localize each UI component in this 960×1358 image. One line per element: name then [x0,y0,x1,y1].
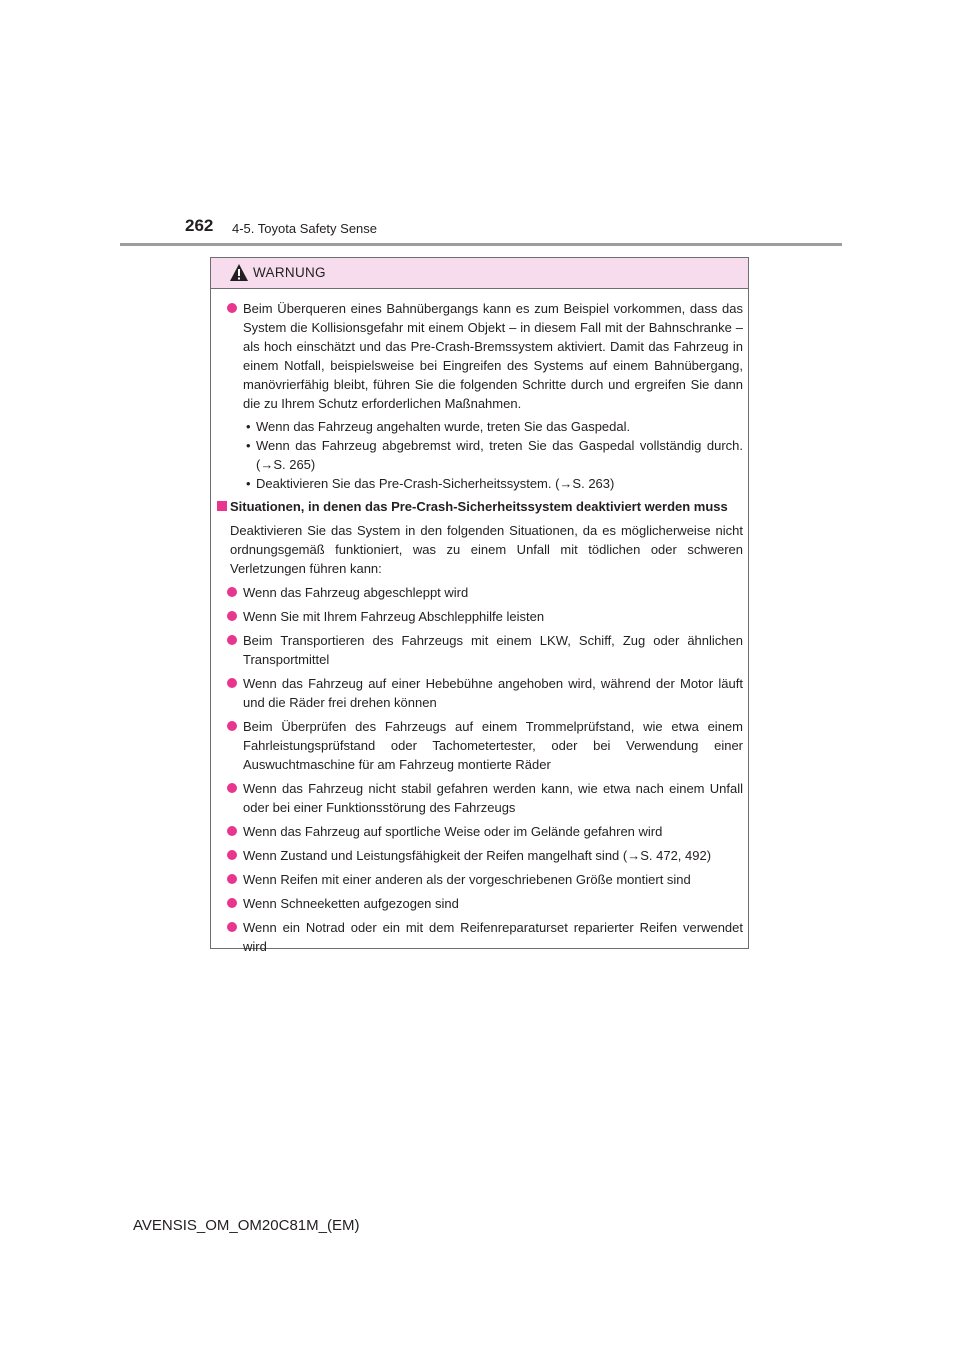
bullet-dot-icon [227,874,237,884]
sub-bullet: • [246,438,251,453]
situation-text: Wenn Schneeketten aufgezogen sind [243,896,459,911]
section-heading-text: Situationen, in denen das Pre-Crash-Sicherheitssystem deaktiviert werden muss [230,499,728,514]
list-item [217,846,743,865]
warning-triangle-icon [229,263,249,282]
warning-header [211,258,748,289]
bullet-dot-icon [227,678,237,688]
list-item [217,607,743,626]
bullet-dot-icon [227,922,237,932]
situation-text: Beim Transportieren des Fahrzeugs mit einem LKW, Schiff, Zug oder ähnlichen Transportmittel [243,633,743,667]
situation-text: Wenn Sie mit Ihrem Fahrzeug Abschlepphilfe leisten [243,609,545,624]
bullet-dot-icon [227,303,237,313]
sub-bullet: • [246,419,251,434]
bullet-dot-icon [227,826,237,836]
situation-list [217,583,743,956]
bullet-dot-icon [227,850,237,860]
list-item [217,674,743,712]
situation-text: Beim Überprüfen des Fahrzeugs auf einem Trommelprüfstand, wie etwa einem Fahrleistungsprüfstand oder Tachometertester, oder bei Verwendung einer Auswuchtmaschine für am Fahrzeug montierte Räder [243,719,743,772]
section-title: 4-5. Toyota Safety Sense [232,221,378,236]
list-item [217,631,743,669]
list-item [217,918,743,956]
situation-text: Wenn das Fahrzeug nicht stabil gefahren werden kann, wie etwa nach einem Unfall oder bei einer Funktionsstörung des Fahrzeugs [243,781,743,815]
warning-content [217,299,743,961]
sub-item-text: Wenn das Fahrzeug abgebremst wird, treten Sie das Gaspedal vollständig durch. (→S. 265) [256,438,743,472]
bullet-dot-icon [227,721,237,731]
warning-box [210,257,749,954]
list-item [217,299,743,413]
sub-bullet: • [246,476,251,491]
bullet-dot-icon [227,783,237,793]
sub-list [217,417,743,493]
list-item [217,779,743,817]
situation-text: Wenn das Fahrzeug auf einer Hebebühne angehoben wird, während der Motor läuft und die Räder frei drehen können [243,676,743,710]
situation-text: Wenn ein Notrad oder ein mit dem Reifenreparaturset reparierter Reifen verwendet wird [243,920,743,954]
square-bullet-icon [217,501,227,511]
sub-list-item [217,436,743,474]
bullet-dot-icon [227,587,237,597]
warning-title: WARNUNG [253,265,326,280]
bullet-dot-icon [227,611,237,621]
sub-item-text: Wenn das Fahrzeug angehalten wurde, treten Sie das Gaspedal. [256,419,631,434]
document-code: AVENSIS_OM_OM20C81M_(EM) [133,1217,360,1234]
list-item [217,822,743,841]
sub-item-text: Deaktivieren Sie das Pre-Crash-Sicherheitssystem. (→S. 263) [256,476,615,491]
list-item [217,583,743,602]
list-item [217,870,743,889]
sub-list-item [217,417,743,436]
situation-text: Wenn das Fahrzeug abgeschleppt wird [243,585,469,600]
sub-list-item [217,474,743,493]
bullet-dot-icon [227,898,237,908]
section-intro: Deaktivieren Sie das System in den folgenden Situationen, da es möglicherweise nicht ordnungsgemäß funktioniert, was zu einem Unfall mit tödlichen oder schweren Verletzungen führen kann: [230,523,743,576]
list-item [217,717,743,774]
warning-intro-text: Beim Überqueren eines Bahnübergangs kann es zum Beispiel vorkommen, dass das System die Kollisionsgefahr mit einem Objekt – in diesem Fall mit der Bahnschranke – als hoch einschätzt und das Pre-Crash-Bremssystem aktiviert. Damit das Fahrzeug in einem Notfall, beispielsweise bei Eingreifen des Systems auf einem Bahnübergang, manövrierfähig bleibt, führen Sie die folgenden Schritte durch und ergreifen Sie dann die zu Ihrem Schutz erforderlichen Maßnahmen. [243,301,743,411]
page-number: 262 [185,216,214,235]
situation-text: Wenn Reifen mit einer anderen als der vorgeschriebenen Größe montiert sind [243,872,691,887]
bullet-dot-icon [227,635,237,645]
header-divider [120,243,842,246]
list-item [217,894,743,913]
situation-text: Wenn das Fahrzeug auf sportliche Weise oder im Gelände gefahren wird [243,824,663,839]
situation-text: Wenn Zustand und Leistungsfähigkeit der Reifen mangelhaft sind (→S. 472, 492) [243,848,712,863]
section-heading [217,497,743,516]
